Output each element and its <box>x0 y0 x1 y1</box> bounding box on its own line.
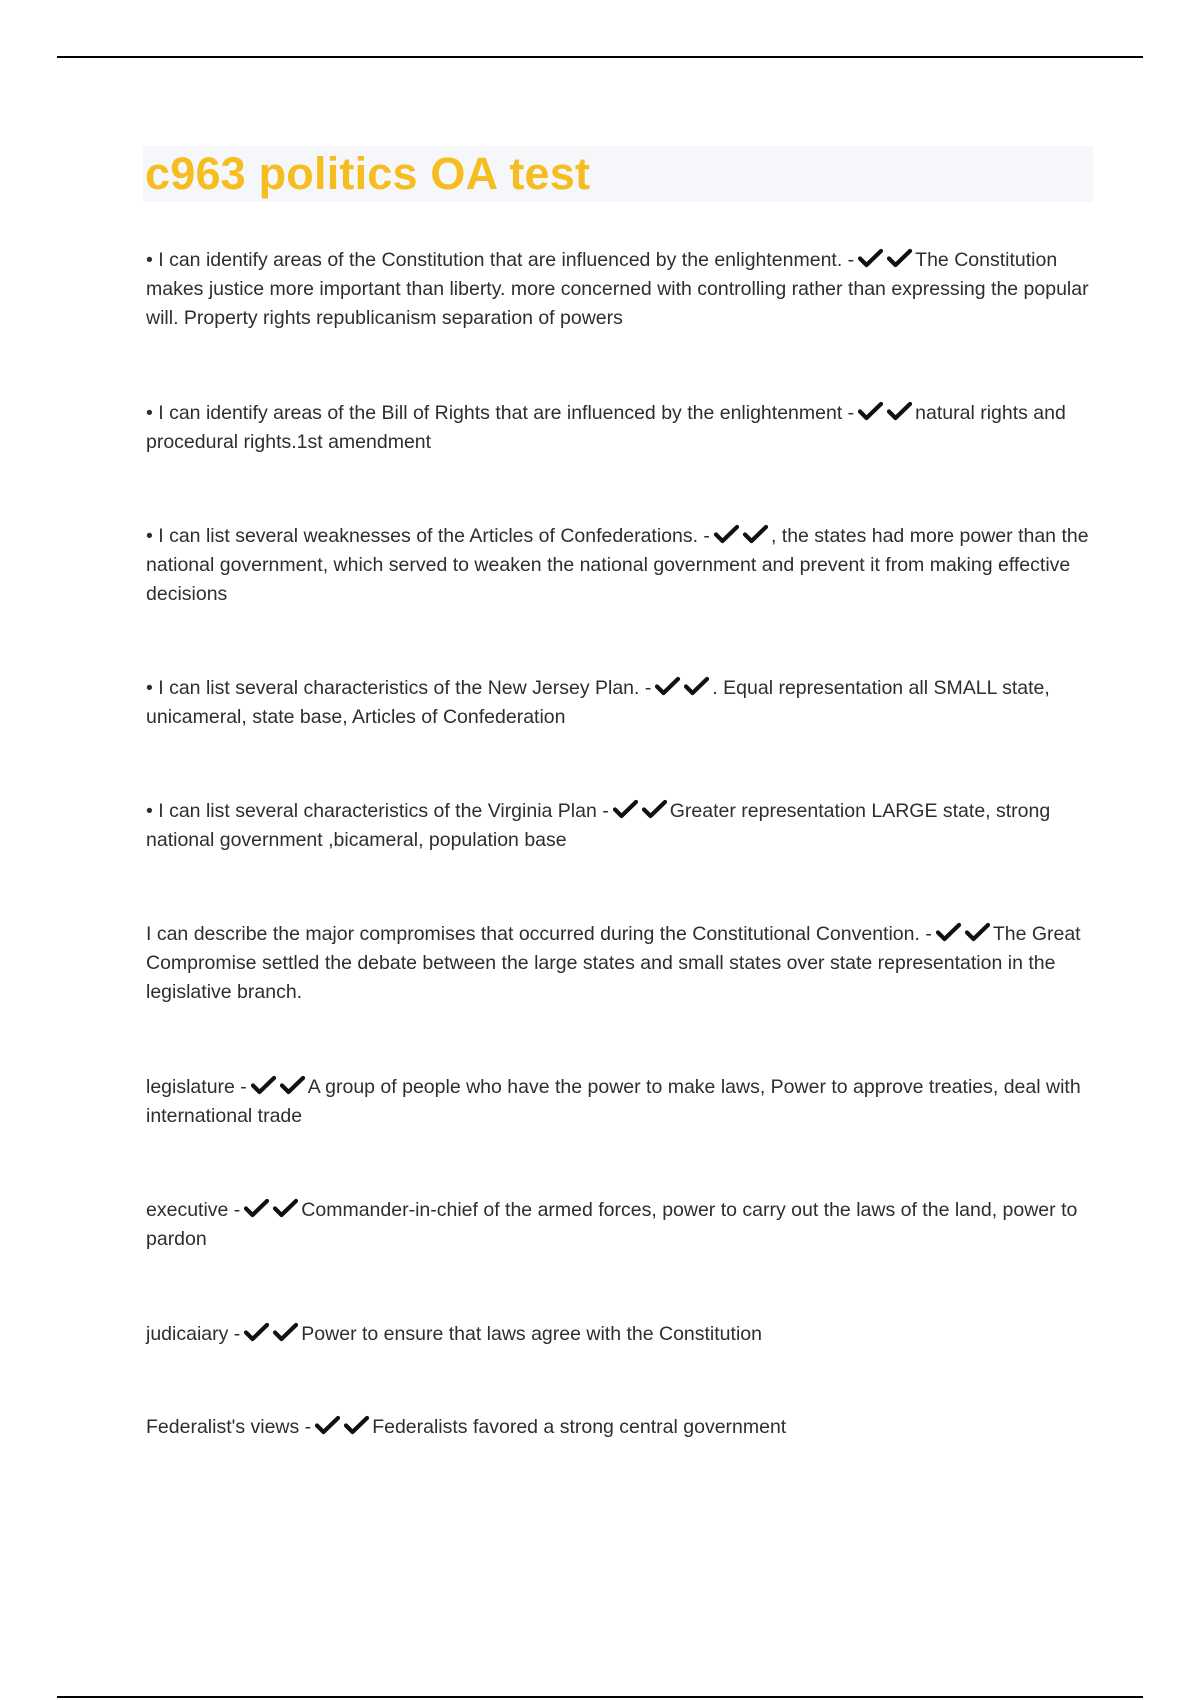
question-text: • I can identify areas of the Constitution that are influenced by the enlightenment. - <box>146 249 855 271</box>
question-text: legislature - <box>146 1076 247 1098</box>
qa-item <box>146 797 1096 855</box>
double-check-icon <box>858 401 912 421</box>
answer-text: The Great Compromise settled the debate between the large states and small states over state representation in the legislative branch. <box>146 923 1081 1003</box>
answer-text: Greater representation LARGE state, strong national government ,bicameral, population base <box>146 800 1051 851</box>
answer-text: A group of people who have the power to make laws, Power to approve treaties, deal with international trade <box>146 1076 1081 1127</box>
top-rule <box>57 56 1143 58</box>
question-text: I can describe the major compromises that occurred during the Constitutional Convention. - <box>146 923 932 945</box>
double-check-icon <box>244 1322 298 1342</box>
double-check-icon <box>858 248 912 268</box>
qa-item <box>146 1320 1096 1349</box>
question-text: • I can identify areas of the Bill of Rights that are influenced by the enlightenment - <box>146 402 855 424</box>
qa-item <box>146 1196 1096 1254</box>
question-text: • I can list several characteristics of the Virginia Plan - <box>146 800 609 822</box>
question-text: Federalist's views - <box>146 1416 312 1438</box>
page-title: c963 politics OA test <box>145 148 591 199</box>
qa-item <box>146 920 1096 1007</box>
double-check-icon <box>936 922 990 942</box>
qa-item <box>146 674 1096 732</box>
double-check-icon <box>714 524 768 544</box>
question-text: executive - <box>146 1199 241 1221</box>
question-text: judicaiary - <box>146 1323 241 1345</box>
answer-text: , the states had more power than the national government, which served to weaken the national government and prevent it from making effective decisions <box>146 525 1089 605</box>
answer-text: Commander-in-chief of the armed forces, power to carry out the laws of the land, power to pardon <box>146 1199 1078 1250</box>
qa-item <box>146 399 1096 457</box>
question-text: • I can list several weaknesses of the Articles of Confederations. - <box>146 525 710 547</box>
double-check-icon <box>315 1415 369 1435</box>
answer-text: Federalists favored a strong central government <box>372 1416 787 1438</box>
bottom-rule <box>57 1696 1143 1698</box>
answer-text: natural rights and procedural rights.1st amendment <box>146 402 1066 453</box>
double-check-icon <box>244 1198 298 1218</box>
title-band <box>143 146 1093 202</box>
double-check-icon <box>655 676 709 696</box>
qa-item <box>146 1413 1096 1442</box>
double-check-icon <box>613 799 667 819</box>
question-text: • I can list several characteristics of the New Jersey Plan. - <box>146 677 652 699</box>
answer-text: The Constitution makes justice more important than liberty. more concerned with controlling rather than expressing the popular will. Property rights republicanism separation of powers <box>146 249 1089 329</box>
answer-text: Power to ensure that laws agree with the Constitution <box>301 1323 762 1345</box>
answer-text: . Equal representation all SMALL state, unicameral, state base, Articles of Confederation <box>146 677 1050 728</box>
qa-item <box>146 522 1096 609</box>
qa-item <box>146 1073 1096 1131</box>
qa-item <box>146 246 1096 333</box>
double-check-icon <box>251 1075 305 1095</box>
